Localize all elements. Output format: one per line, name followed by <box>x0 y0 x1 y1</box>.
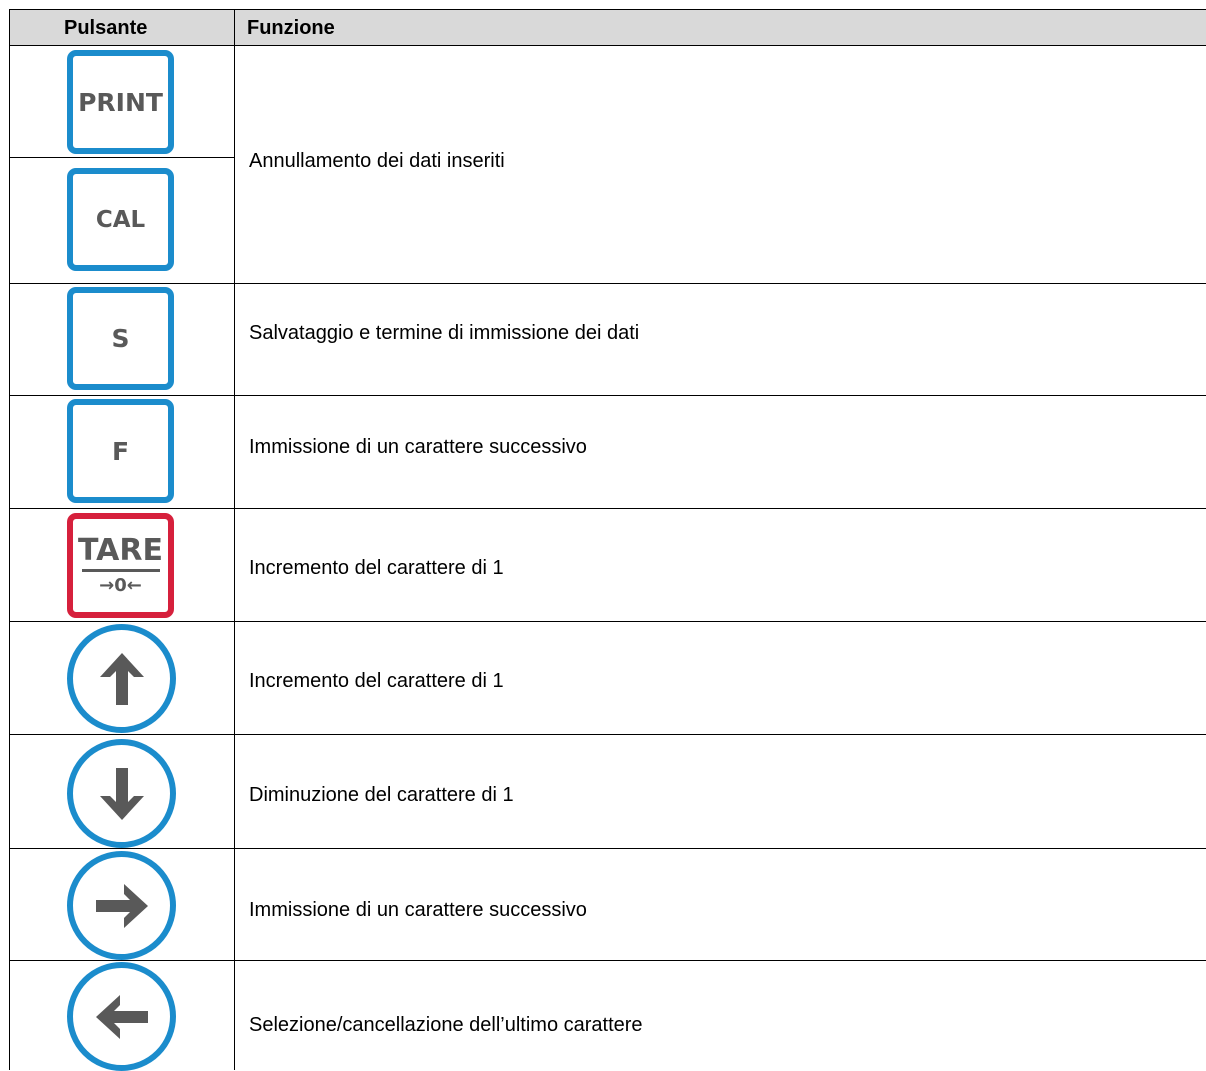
row-description: Immissione di un carattere successivo <box>249 436 587 458</box>
s-key-icon: S <box>67 287 174 390</box>
row-description: Salvataggio e termine di immissione dei dati <box>249 322 640 344</box>
row-description: Selezione/cancellazione dell’ultimo carattere <box>249 1014 643 1036</box>
row-description: Immissione di un carattere successivo <box>249 899 587 921</box>
arrow-left-icon <box>67 962 176 1071</box>
arrow-right-icon <box>67 851 176 960</box>
tare-zero-key-icon: TARE →0← <box>67 513 174 618</box>
arrow-down-icon <box>67 739 176 848</box>
table-header <box>9 10 1206 45</box>
cal-key-icon: CAL <box>67 168 174 271</box>
row-description: Diminuzione del carattere di 1 <box>249 784 514 806</box>
header-button: Pulsante <box>64 17 148 39</box>
header-function: Funzione <box>247 17 335 39</box>
f-key-icon: F <box>67 399 174 503</box>
print-key-icon: PRINT <box>67 50 174 154</box>
arrow-up-icon <box>67 624 176 733</box>
row-description: Incremento del carattere di 1 <box>249 670 504 692</box>
row-description: Incremento del carattere di 1 <box>249 557 504 579</box>
row-description: Annullamento dei dati inseriti <box>249 150 505 172</box>
